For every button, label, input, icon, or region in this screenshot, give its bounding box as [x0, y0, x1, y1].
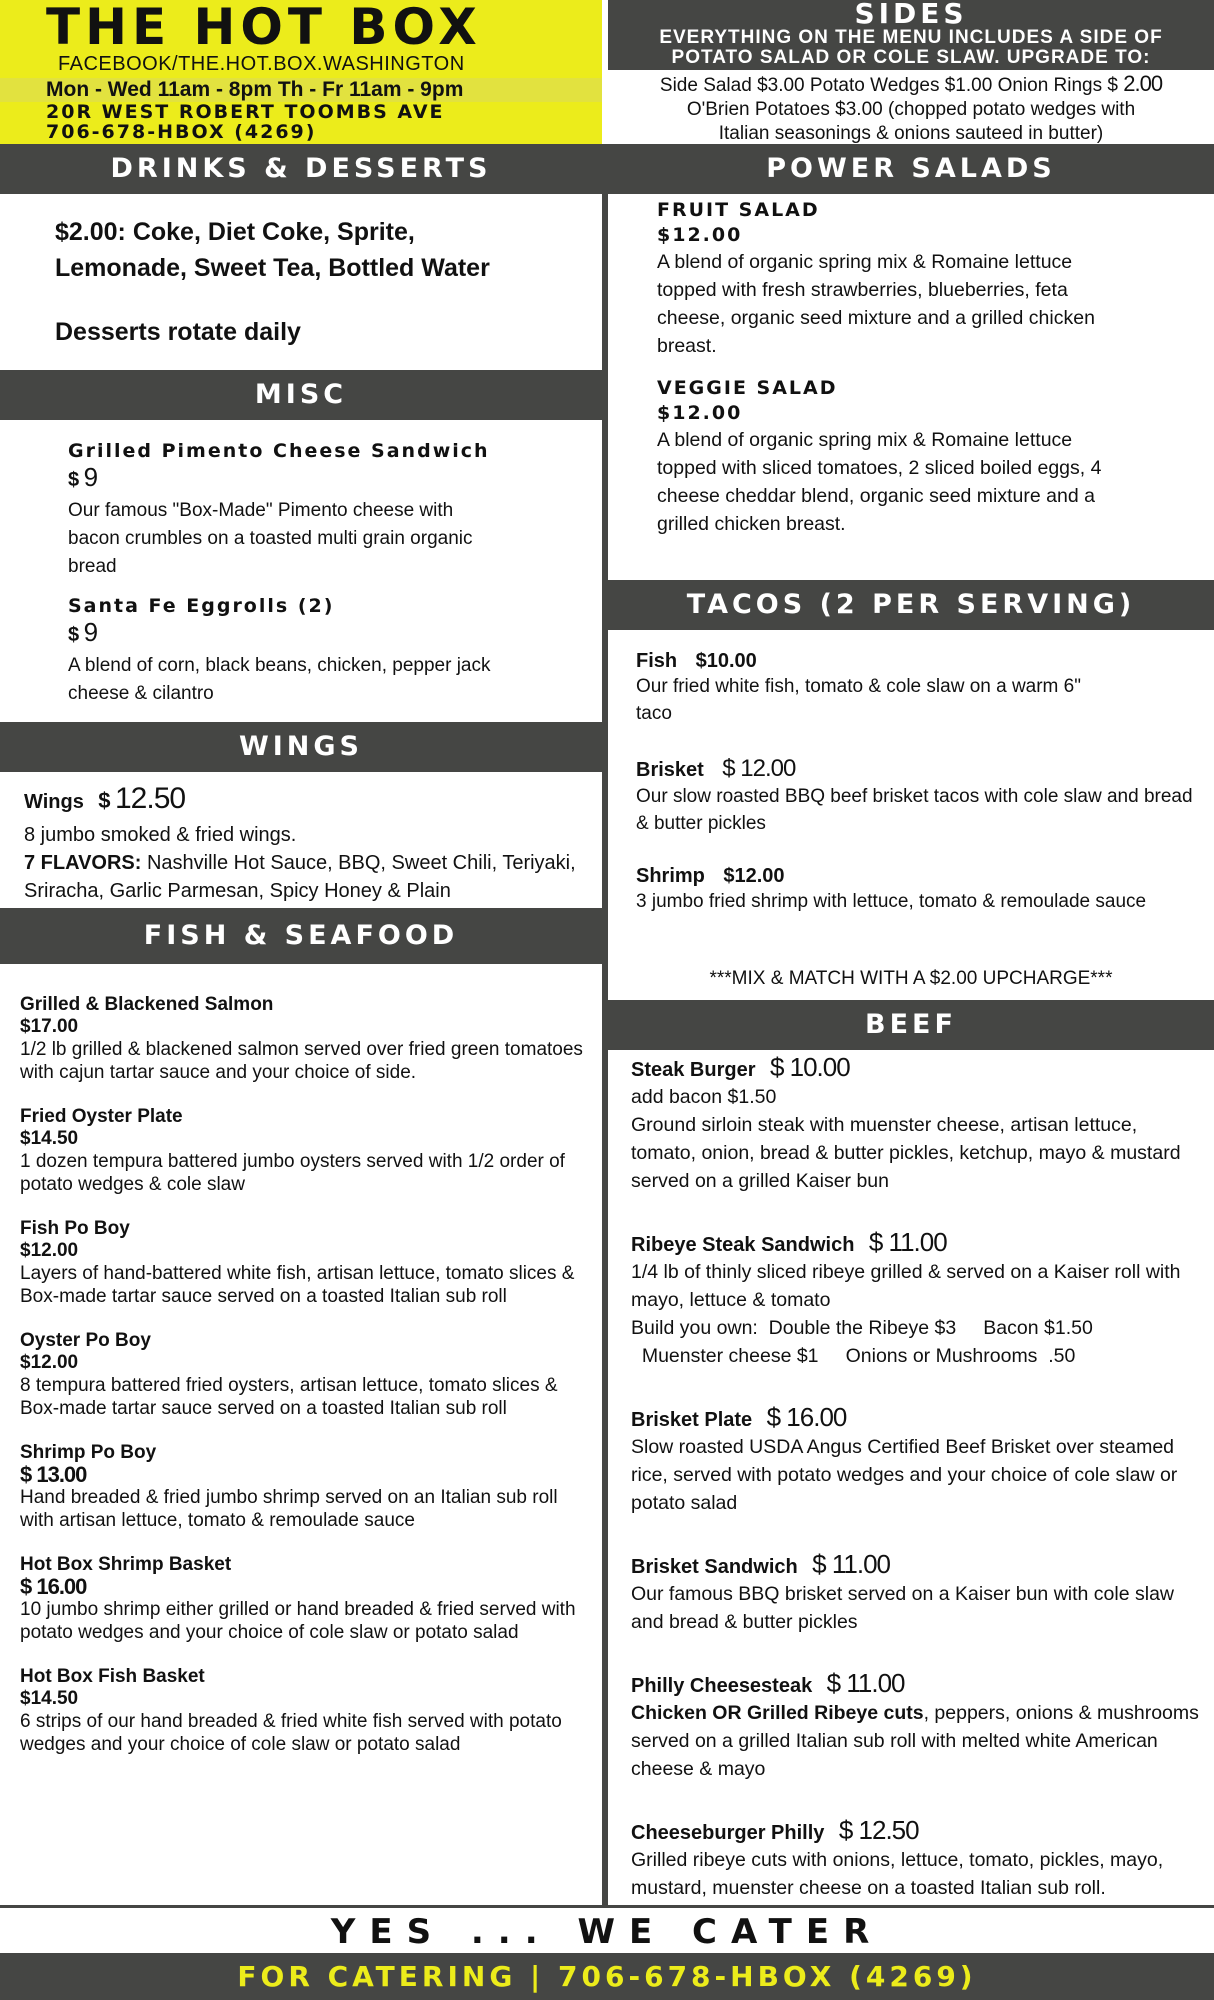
- price-value: 9: [83, 462, 98, 492]
- item-description: 3 jumbo fried shrimp with lettuce, tomato & remoulade sauce: [636, 891, 1147, 912]
- item-name: Hot Box Fish Basket: [20, 1666, 205, 1687]
- item-title-row: [631, 1402, 1206, 1433]
- menu-item: [657, 376, 1177, 538]
- menu-item: [657, 198, 1177, 360]
- menu-item: [636, 865, 1206, 915]
- item-name: Santa Fe Eggrolls (2): [68, 595, 335, 617]
- build-options-line1: Build you own: Double the Ribeye $3 Bacon $1.50: [631, 1317, 1093, 1339]
- item-title-row: [631, 1549, 1206, 1580]
- sides-options-line: [608, 72, 1214, 98]
- facebook-handle: FACEBOOK/THE.HOT.BOX.WASHINGTON: [58, 53, 465, 75]
- item-name: Brisket: [636, 759, 704, 781]
- item-description: 6 strips of our hand breaded & fried white fish served with potato wedges and your choice of cole slaw or potato salad: [20, 1711, 562, 1755]
- menu-item: [20, 1330, 595, 1420]
- phone-number: 706-678-HBOX (4269): [46, 121, 317, 143]
- menu-item: [20, 1106, 595, 1196]
- item-description: 1/4 lb of thinly sliced ribeye grilled & served on a Kaiser roll with mayo, lettuce & tomato: [631, 1261, 1181, 1311]
- item-extra: add bacon $1.50: [631, 1086, 777, 1108]
- item-description: Our famous BBQ brisket served on a Kaiser bun with cole slaw and bread & butter pickles: [631, 1583, 1174, 1633]
- item-description-bold: Chicken OR Grilled Ribeye cuts: [631, 1702, 924, 1724]
- item-description: 1 dozen tempura battered jumbo oysters served with 1/2 order of potato wedges & cole slaw: [20, 1151, 565, 1195]
- drinks-desserts-header: DRINKS & DESSERTS: [0, 144, 602, 194]
- restaurant-name: THE HOT BOX: [46, 0, 482, 56]
- drinks-line2: Lemonade, Sweet Tea, Bottled Water: [55, 254, 490, 282]
- menu-item: [631, 1402, 1206, 1517]
- item-description: Slow roasted USDA Angus Certified Beef Brisket over steamed rice, served with potato wedges and your choice of cole slaw or potato salad: [631, 1436, 1178, 1514]
- item-price: $14.50: [20, 1128, 79, 1149]
- wings-flavors: [24, 849, 594, 905]
- item-price: $14.50: [20, 1688, 79, 1709]
- item-title-row: [636, 865, 1206, 888]
- drinks-line1: $2.00: Coke, Diet Coke, Sprite,: [55, 218, 415, 246]
- item-name: Oyster Po Boy: [20, 1330, 151, 1351]
- wings-item: [24, 782, 594, 905]
- item-description: A blend of corn, black beans, chicken, pepper jack cheese & cilantro: [68, 655, 491, 704]
- sides-options-text: Side Salad $3.00 Potato Wedges $1.00 Onion Rings: [659, 75, 1103, 96]
- fish-seafood-header: FISH & SEAFOOD: [0, 908, 602, 964]
- price-symbol: $: [68, 469, 80, 491]
- tacos-header: TACOS (2 PER SERVING): [608, 580, 1214, 630]
- mix-match-note: ***MIX & MATCH WITH A $2.00 UPCHARGE***: [709, 968, 1113, 989]
- tacos-list: [636, 650, 1206, 943]
- item-price: $12.00: [20, 1352, 79, 1373]
- obrien-line2: Italian seasonings & onions sauteed in butter): [718, 123, 1104, 144]
- item-description: 10 jumbo shrimp either grilled or hand breaded & fried served with potato wedges and your choice of cole slaw or potato salad: [20, 1599, 576, 1643]
- item-description: 8 tempura battered fried oysters, artisan lettuce, tomato slices & Box-made tartar sauce served on a toasted Italian sub roll: [20, 1375, 558, 1419]
- item-price: $ 16.00: [766, 1402, 847, 1432]
- price-symbol: $: [98, 788, 111, 813]
- sides-note: [608, 28, 1214, 68]
- item-price: [68, 462, 588, 497]
- item-name: Shrimp: [636, 865, 705, 887]
- drinks-list: [55, 214, 595, 286]
- desserts-note: Desserts rotate daily: [55, 318, 301, 346]
- item-name: Hot Box Shrimp Basket: [20, 1554, 232, 1575]
- beef-list: [631, 1052, 1206, 1934]
- menu-item: [631, 1668, 1206, 1783]
- sides-options: [608, 70, 1214, 144]
- item-name: Grilled Pimento Cheese Sandwich: [68, 440, 490, 462]
- menu-item: [636, 650, 1206, 727]
- menu-item: [68, 595, 588, 708]
- obrien-line1: O'Brien Potatoes $3.00 (chopped potato wedges with: [686, 99, 1136, 120]
- item-price: $ 12.50: [838, 1815, 919, 1845]
- item-description: Layers of hand-battered white fish, artisan lettuce, tomato slices & Box-made tartar sauce served on a toasted Italian sub roll: [20, 1263, 575, 1307]
- item-price: $ 11.00: [812, 1549, 890, 1579]
- misc-list: [68, 440, 588, 708]
- item-title-row: [636, 650, 1206, 673]
- item-description: Our famous "Box-Made" Pimento cheese with bacon crumbles on a toasted multi grain organic bread: [68, 500, 473, 577]
- menu-item: [631, 1227, 1206, 1370]
- price-symbol: $: [68, 624, 80, 646]
- flavors-label: 7 FLAVORS:: [24, 852, 142, 874]
- item-price: $ 16.00: [20, 1574, 87, 1599]
- item-description: [631, 1699, 1206, 1783]
- menu-item: [20, 1666, 595, 1756]
- item-description: 1/2 lb grilled & blackened salmon served over fried green tomatoes with cajun tartar sauce and your choice of side.: [20, 1039, 583, 1083]
- item-name: Philly Cheesesteak: [631, 1675, 813, 1697]
- item-price: $ 11.00: [826, 1668, 905, 1698]
- item-name: Brisket Sandwich: [631, 1556, 798, 1578]
- sides-title: SIDES: [854, 0, 968, 30]
- wings-header: WINGS: [0, 722, 602, 772]
- menu-item: [631, 1052, 1206, 1195]
- flavors-list: Nashville Hot Sauce, BBQ, Sweet Chili, Teriyaki, Sriracha, Garlic Parmesan, Spicy Honey & Plain: [24, 852, 576, 902]
- item-title-row: [631, 1815, 1206, 1846]
- wings-title-row: [24, 782, 594, 821]
- item-title-row: [631, 1668, 1206, 1699]
- opening-hours: Mon - Wed 11am - 8pm Th - Fr 11am - 9pm: [0, 78, 602, 102]
- catering-phone: FOR CATERING | 706-678-HBOX (4269): [0, 1953, 1214, 2000]
- item-description: Ground sirloin steak with muenster cheese, artisan lettuce, tomato, onion, bread & butter pickles, ketchup, mayo & mustard served on a grilled Kaiser bun: [631, 1114, 1181, 1192]
- item-price: $10.00: [695, 650, 757, 672]
- item-price: $12.00: [657, 224, 743, 246]
- fish-list: [20, 994, 595, 1778]
- item-title-row: [631, 1227, 1206, 1258]
- item-description: A blend of organic spring mix & Romaine lettuce topped with sliced tomatoes, 2 sliced boiled eggs, 4 cheese cheddar blend, organic seed mixture and a grilled chicken breast.: [657, 429, 1102, 535]
- menu-item: [631, 1549, 1206, 1636]
- menu-item: [631, 1815, 1206, 1902]
- item-name: Fish: [636, 650, 678, 672]
- item-description: 8 jumbo smoked & fried wings.: [24, 824, 297, 846]
- price-value: 9: [83, 617, 98, 647]
- item-description-rest: , peppers, onions & mushrooms served on a grilled Italian sub roll with melted white American cheese & mayo: [631, 1702, 1199, 1780]
- item-price: $ 13.00: [20, 1462, 87, 1487]
- item-name: Cheeseburger Philly: [631, 1822, 825, 1844]
- misc-header: MISC: [0, 370, 602, 420]
- onion-rings-price-symbol: $: [1107, 75, 1118, 96]
- item-name: Wings: [24, 791, 84, 813]
- item-price: $12.00: [723, 865, 785, 887]
- item-name: Ribeye Steak Sandwich: [631, 1234, 855, 1256]
- item-description: Our slow roasted BBQ beef brisket tacos with cole slaw and bread & butter pickles: [636, 786, 1193, 834]
- item-price: $12.00: [20, 1240, 79, 1261]
- menu-item: [20, 994, 595, 1084]
- item-name: Fried Oyster Plate: [20, 1106, 183, 1127]
- address: 20R WEST ROBERT TOOMBS AVE: [46, 101, 445, 123]
- menu-item: [20, 1442, 595, 1532]
- item-price: $17.00: [20, 1016, 79, 1037]
- item-name: Shrimp Po Boy: [20, 1442, 157, 1463]
- item-description: Our fried white fish, tomato & cole slaw on a warm 6" taco: [636, 676, 1081, 724]
- item-name: Fish Po Boy: [20, 1218, 130, 1239]
- menu-item: [68, 440, 588, 581]
- item-price: [68, 617, 588, 652]
- item-description: Grilled ribeye cuts with onions, lettuce, tomato, pickles, mayo, mustard, muenster cheese on a toasted Italian sub roll.: [631, 1849, 1164, 1899]
- item-description: A blend of organic spring mix & Romaine lettuce topped with fresh strawberries, blueberries, feta cheese, organic seed mixture and a grilled chicken breast.: [657, 251, 1095, 357]
- menu-item: [636, 755, 1206, 837]
- item-name: Steak Burger: [631, 1059, 756, 1081]
- sides-note-line1: EVERYTHING ON THE MENU INCLUDES A SIDE OF: [659, 27, 1163, 48]
- brand-header: [0, 0, 602, 144]
- item-name: VEGGIE SALAD: [657, 377, 838, 399]
- salads-list: [657, 198, 1177, 538]
- sides-header: [608, 0, 1214, 70]
- item-title-row: [631, 1052, 1206, 1083]
- price-value: 12.50: [114, 782, 186, 815]
- item-name: Grilled & Blackened Salmon: [20, 994, 274, 1015]
- onion-rings-price: 2.00: [1123, 71, 1163, 96]
- item-price: $ 12.00: [722, 755, 796, 782]
- build-options-line2: Muenster cheese $1 Onions or Mushrooms .50: [631, 1345, 1076, 1367]
- item-price: $12.00: [657, 402, 743, 424]
- item-name: Brisket Plate: [631, 1409, 753, 1431]
- menu-item: [20, 1218, 595, 1308]
- item-price: $ 11.00: [868, 1227, 947, 1257]
- item-name: FRUIT SALAD: [657, 199, 820, 221]
- catering-banner: YES ... WE CATER: [0, 1905, 1214, 1953]
- sides-note-line2: POTATO SALAD OR COLE SLAW. UPGRADE TO:: [671, 47, 1151, 68]
- item-price: $ 10.00: [769, 1052, 850, 1082]
- menu-item: [20, 1554, 595, 1644]
- item-title-row: [636, 755, 1206, 783]
- beef-header: BEEF: [608, 1000, 1214, 1050]
- item-description: Hand breaded & fried jumbo shrimp served on an Italian sub roll with artisan lettuce, tomato & remoulade sauce: [20, 1487, 558, 1531]
- power-salads-header: POWER SALADS: [608, 144, 1214, 194]
